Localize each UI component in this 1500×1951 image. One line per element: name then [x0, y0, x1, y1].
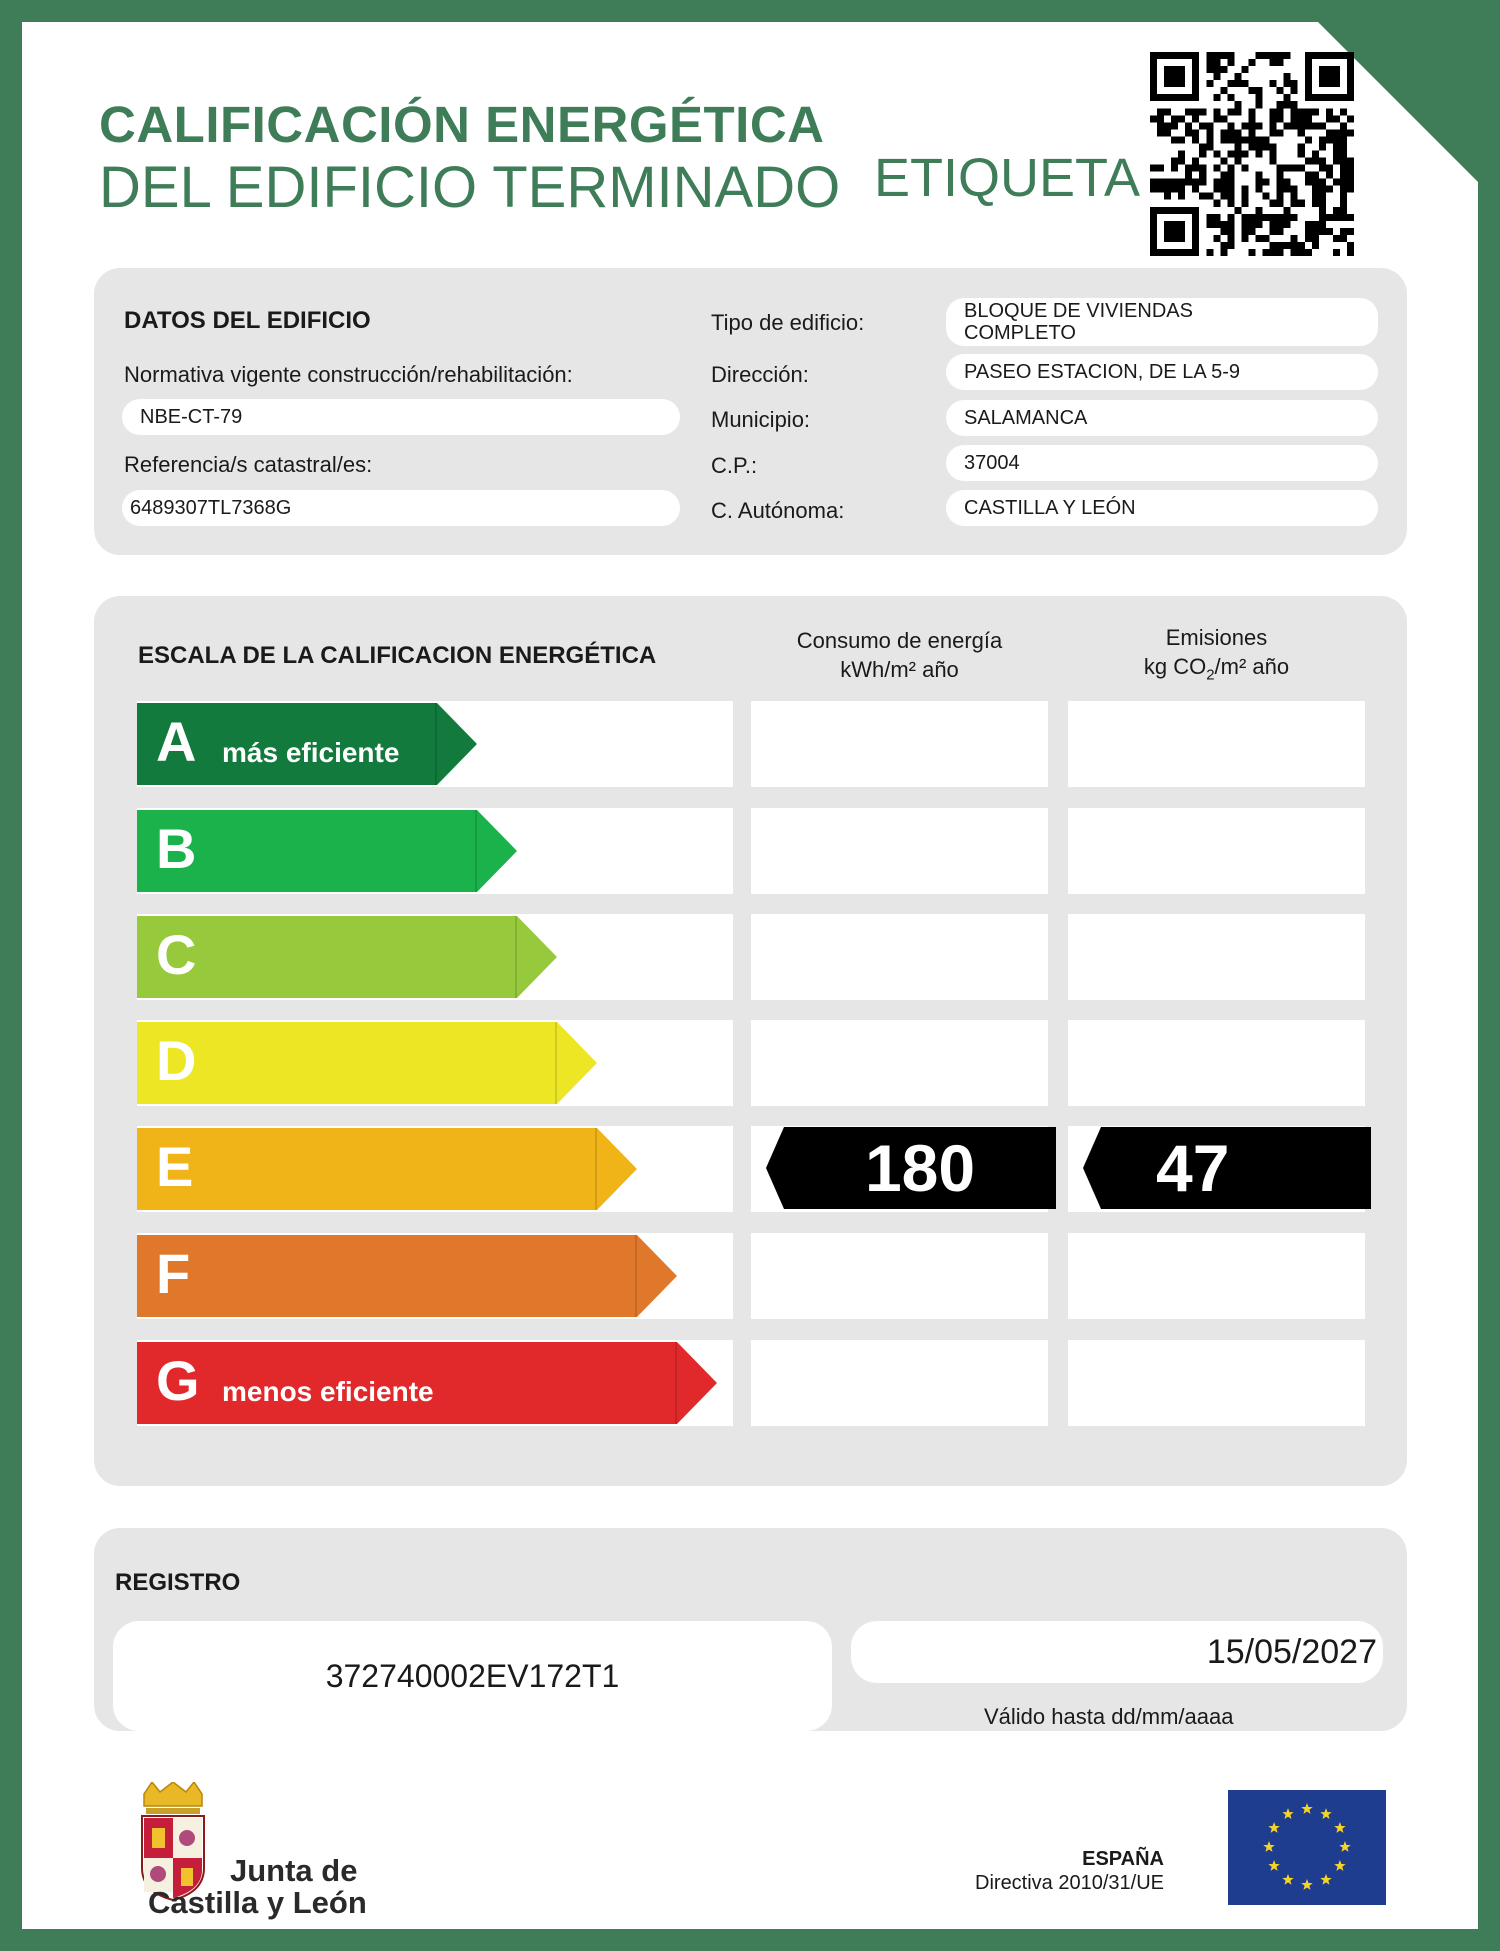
autonoma-label: C. Autónoma:: [711, 498, 845, 523]
registro-number: 372740002EV172T1: [325, 1657, 620, 1694]
emisiones-indicator: [1083, 1127, 1371, 1209]
class-bar-b: [137, 810, 517, 892]
class-bar-e: [137, 1128, 637, 1210]
consumo-cell-f: [751, 1233, 1048, 1319]
qr-code-icon: [1150, 52, 1354, 256]
autonoma-value: CASTILLA Y LEÓN: [964, 497, 1136, 519]
junta-logo-text: [148, 1855, 367, 1919]
class-bar-d: [137, 1022, 597, 1104]
emisiones-cell-b: [1068, 808, 1365, 894]
consumo-cell-a: [751, 701, 1048, 787]
referencia-field: [122, 490, 680, 526]
registro-date-caption: Válido hasta dd/mm/aaaa: [984, 1704, 1234, 1729]
normativa-field: [122, 399, 680, 435]
tipo-value-line2: COMPLETO: [964, 322, 1076, 344]
direccion-value: PASEO ESTACION, DE LA 5-9: [964, 361, 1241, 383]
emisiones-header-line2: [1068, 653, 1365, 685]
class-bar-c: [137, 916, 557, 998]
emisiones-cell-c: [1068, 914, 1365, 1000]
municipio-label: Municipio:: [711, 407, 811, 432]
scale-heading: ESCALA DE LA CALIFICACION ENERGÉTICA: [138, 642, 657, 669]
emisiones-cell-a: [1068, 701, 1365, 787]
class-letter: D: [156, 1029, 197, 1092]
class-note: menos eficiente: [222, 1376, 434, 1407]
tipo-label: Tipo de edificio:: [711, 310, 865, 335]
emisiones-cell-d: [1068, 1020, 1365, 1106]
emisiones-column-header: [1068, 624, 1365, 684]
tipo-field: [946, 298, 1378, 346]
direccion-label: Dirección:: [711, 362, 809, 387]
emisiones-value: 47: [1101, 1127, 1371, 1209]
emisiones-unit-prefix: kg CO: [1143, 653, 1207, 679]
consumo-indicator: [766, 1127, 1056, 1209]
class-note: más eficiente: [222, 737, 400, 768]
footer-directive: Directiva 2010/31/UE: [975, 1872, 1164, 1894]
consumo-cell-c: [751, 914, 1048, 1000]
class-bar-g: [137, 1342, 717, 1424]
emisiones-cell-f: [1068, 1233, 1365, 1319]
class-letter: A: [156, 710, 197, 773]
registro-number-field: [113, 1621, 832, 1731]
consumo-value: 180: [784, 1127, 1056, 1209]
registro-date-field: [851, 1621, 1383, 1683]
consumo-header-line1: Consumo de energía: [796, 628, 1003, 653]
energy-label-page: [22, 22, 1478, 1929]
municipio-value: SALAMANCA: [964, 407, 1088, 429]
title-line2: DEL EDIFICIO TERMINADO: [99, 155, 841, 220]
cp-label: C.P.:: [711, 453, 758, 478]
class-letter: G: [156, 1349, 200, 1412]
tipo-value-line1: BLOQUE DE VIVIENDAS: [964, 300, 1193, 322]
municipio-field: [946, 400, 1378, 436]
consumo-cell-g: [751, 1340, 1048, 1426]
junta-line1: Junta de: [230, 1853, 358, 1888]
class-letter: F: [156, 1242, 191, 1305]
title-line1: CALIFICACIÓN ENERGÉTICA: [99, 96, 825, 153]
cp-field: [946, 445, 1378, 481]
class-bar-f: [137, 1235, 677, 1317]
emisiones-unit-subscript: 2: [1206, 665, 1215, 683]
class-letter: C: [156, 923, 197, 986]
junta-line2: Castilla y León: [148, 1885, 367, 1920]
normativa-value: NBE-CT-79: [140, 406, 243, 428]
consumo-cell-b: [751, 808, 1048, 894]
class-letter: E: [156, 1135, 194, 1198]
registro-heading: REGISTRO: [115, 1569, 241, 1596]
direccion-field: [946, 354, 1378, 390]
consumo-header-line2: kWh/m² año: [840, 656, 959, 682]
class-letter: B: [156, 817, 197, 880]
cp-value: 37004: [964, 452, 1020, 474]
referencia-value: 6489307TL7368G: [130, 497, 292, 519]
building-data-heading: DATOS DEL EDIFICIO: [124, 307, 371, 334]
normativa-label: Normativa vigente construcción/rehabilitación:: [124, 362, 573, 387]
referencia-label: Referencia/s catastral/es:: [124, 452, 373, 477]
emisiones-unit-suffix: /m² año: [1214, 653, 1290, 679]
etiqueta-label: ETIQUETA: [874, 148, 1141, 208]
eu-flag-icon: [1228, 1790, 1386, 1905]
consumo-cell-d: [751, 1020, 1048, 1106]
footer-country: ESPAÑA: [1082, 1848, 1164, 1870]
registro-date: 15/05/2027: [1206, 1632, 1377, 1671]
class-bar-a: [137, 703, 477, 785]
autonoma-field: [946, 490, 1378, 526]
emisiones-cell-g: [1068, 1340, 1365, 1426]
consumo-column-header: [751, 627, 1048, 684]
emisiones-header-line1: Emisiones: [1165, 625, 1268, 650]
